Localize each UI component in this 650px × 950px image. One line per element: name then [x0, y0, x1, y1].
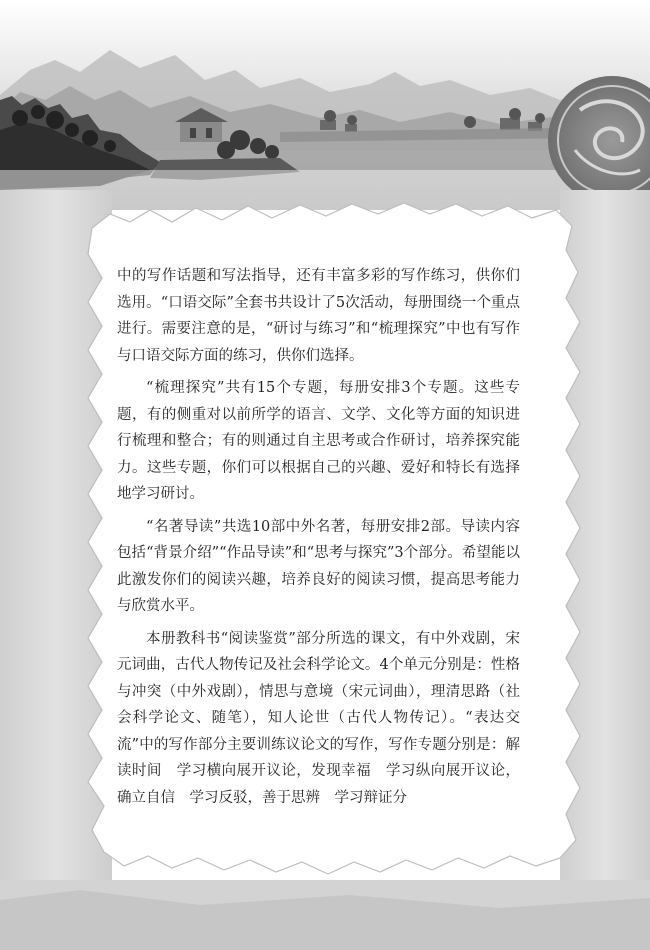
- paragraph-volume-contents: 本册教科书“阅读鉴赏”部分所选的课文，有中外戏剧，宋元词曲，古代人物传记及社会科学论文。4个单元分别是：性格与冲突（中外戏剧），情思与意境（宋元词曲），理清思路（社会科学论文、随笔），知人论世（古代人物传记）。“表达交流”中的写作部分主要训练议论文的写作，写作专题分别是：解读时间 学习横向展开议论，发现幸福 学习纵向展开议论，确立自信 学习反驳，善于思辨 学习辩证分: [117, 630, 520, 806]
- paragraph-inquiry-topics: “梳理探究”共有15个专题，每册安排3个专题。这些专题，有的侧重对以前所学的语言、文学、文化等方面的知识进行梳理和整合；有的则通过自主思考或合作研讨，培养探究能力。这些专题，你们可以根据自己的兴趣、爱好和特长有选择地学习研讨。: [117, 380, 520, 502]
- paragraph-writing-and-oral: 中的写作话题和写法指导，还有丰富多彩的写作练习，供你们选用。“口语交际”全套书共设计了5次活动，每册围绕一个重点进行。需要注意的是，“研讨与练习”和“梳理探究”中也有写作与口语交际方面的练习，供你们选择。: [117, 268, 520, 364]
- paragraph-classic-reading: “名著导读”共选10部中外名著，每册安排2部。导读内容包括“背景介绍”“作品导读”和“思考与探究”3个部分。希望能以此激发你们的阅读兴趣，培养良好的阅读习惯，提高思考能力与欣赏水平。: [117, 518, 520, 614]
- body-text: [117, 263, 520, 817]
